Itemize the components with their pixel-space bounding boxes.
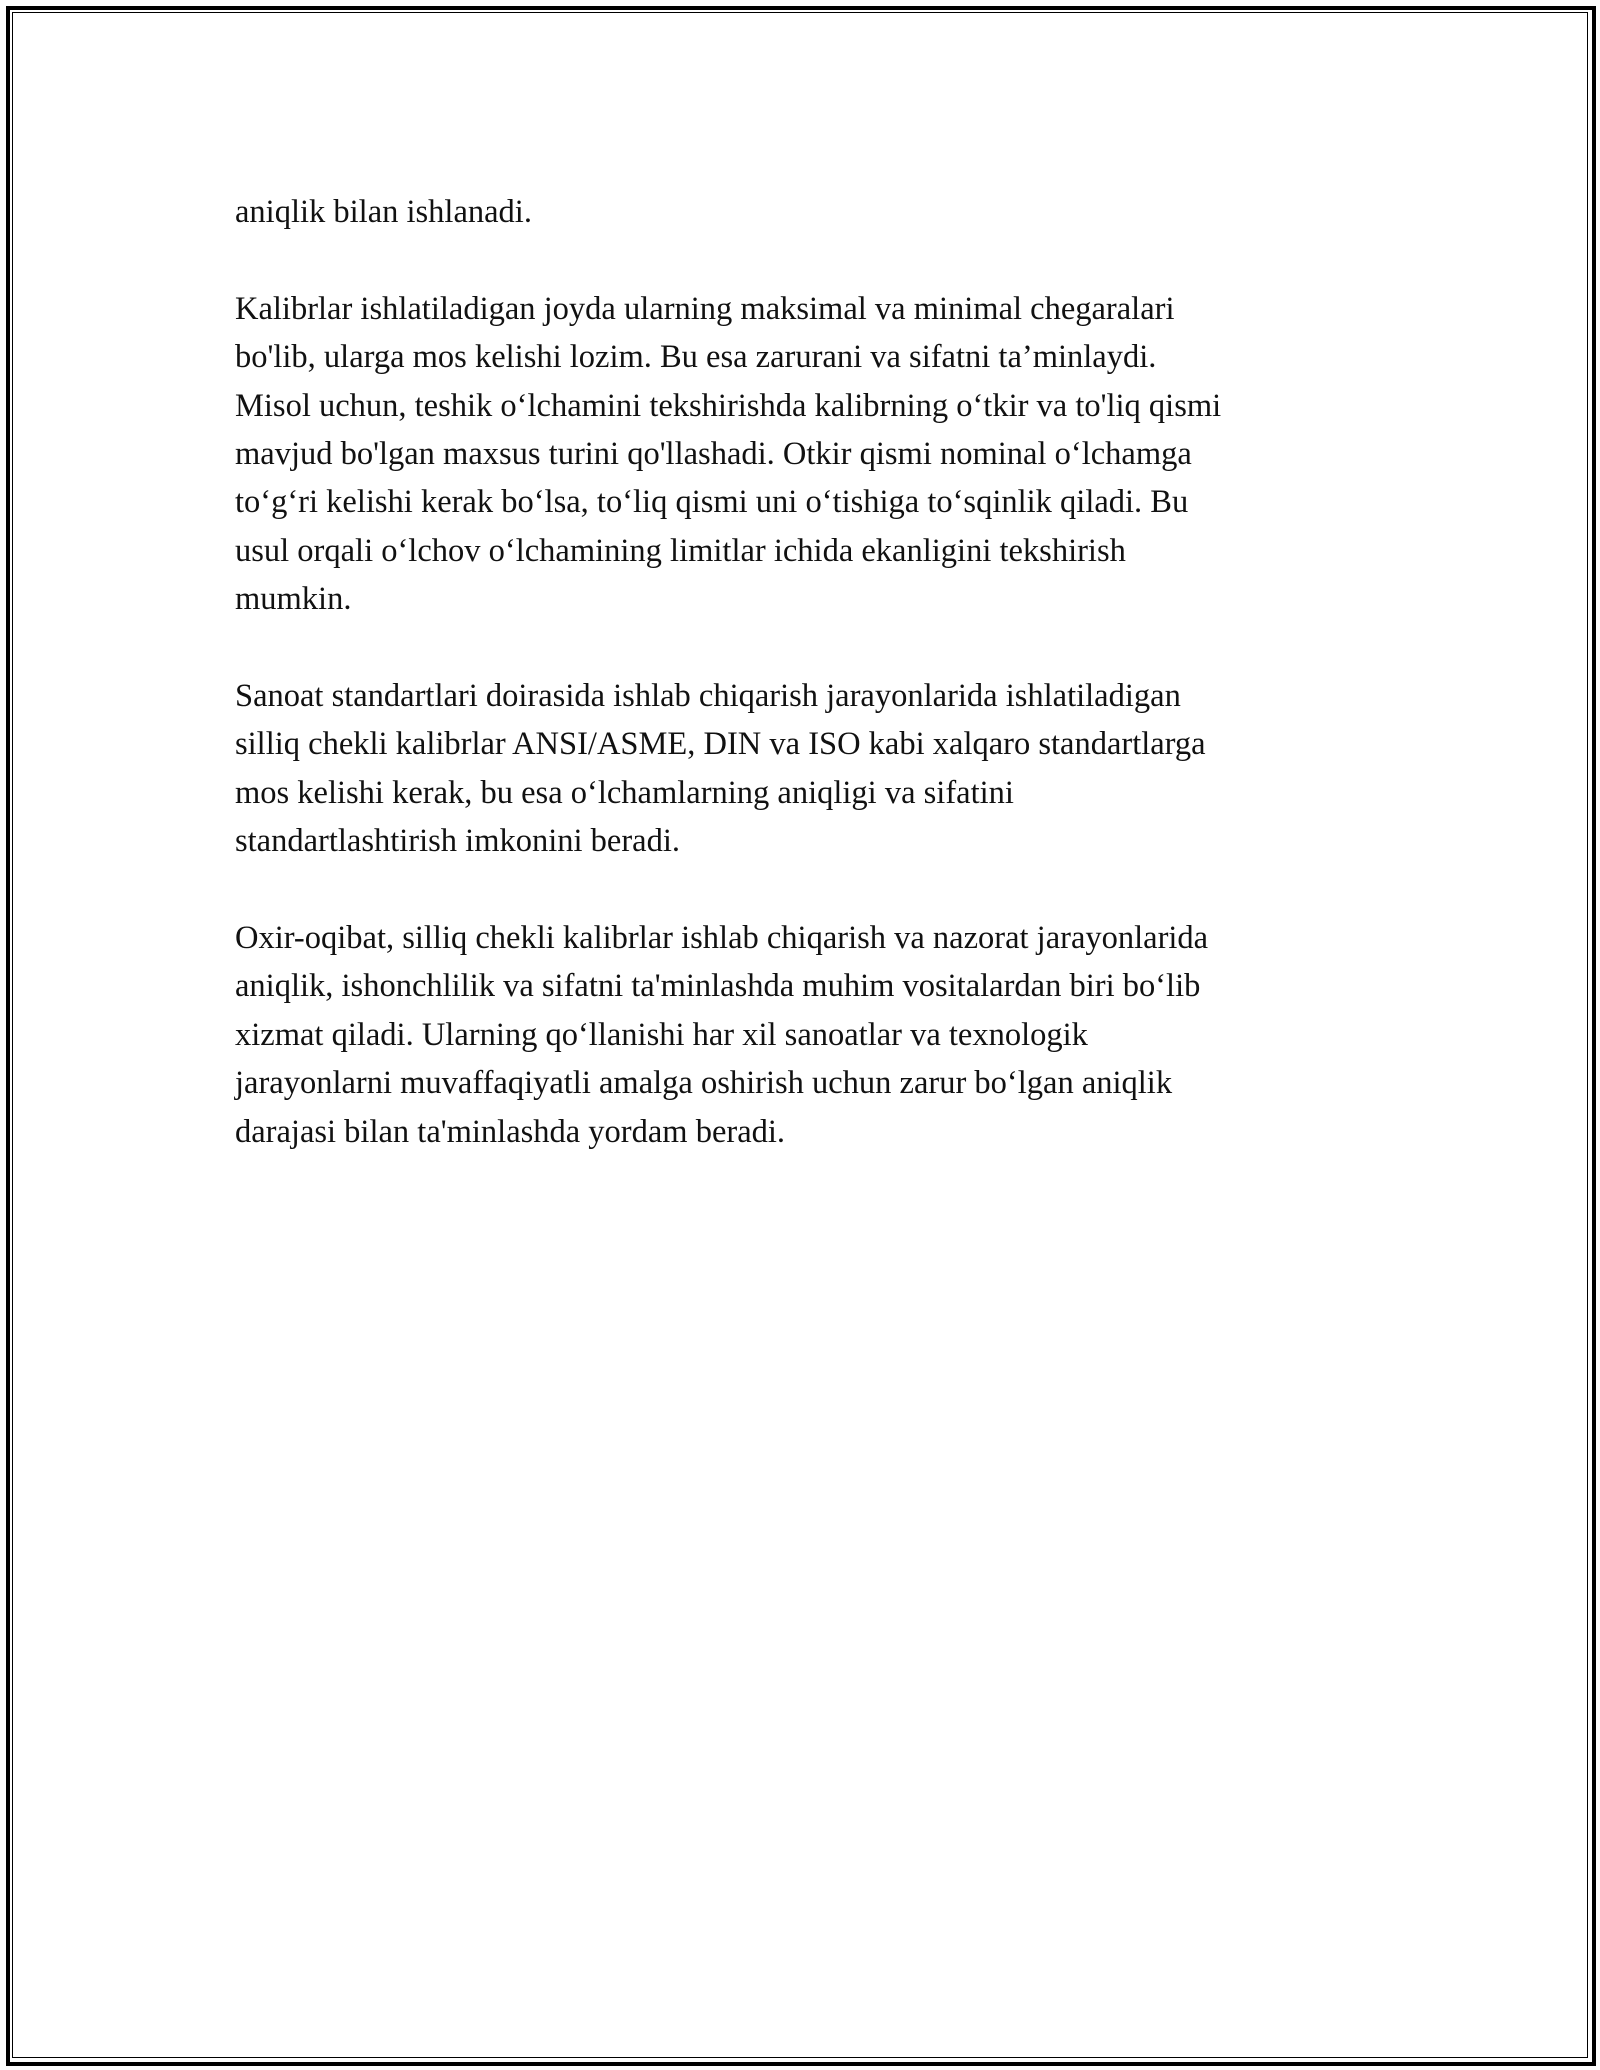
paragraph: aniqlik bilan ishlanadi. xyxy=(235,194,532,230)
paragraph: Oxir-oqibat, silliq chekli kalibrlar ishlab chiqarish va nazorat jarayonlarida aniqlik, ishonchlilik va sifatni ta'minlashda muhim vositalardan biri boʻlib xizmat qiladi. Ularning qoʻllanishi har xil sanoatlar va texnologik jarayonlarni muvaffaqiyatli amalga oshirish uchun zarur boʻlgan aniqlik darajasi bilan ta'minlashda yordam beradi. xyxy=(235,920,1209,1150)
paragraph: Kalibrlar ishlatiladigan joyda ularning maksimal va minimal chegaralari bo'lib, ularga mos kelishi lozim. Bu esa zarurani va sifatni ta’minlaydi. Misol uchun, teshik oʻlchamini tekshirishda kalibrning oʻtkir va to'liq qismi mavjud bo'lgan maxsus turini qo'llashadi. Otkir qismi nominal oʻlchamga toʻgʻri kelishi kerak boʻlsa, toʻliq qismi uni oʻtishiga toʻsqinlik qiladi. Bu usul orqali oʻlchov oʻlchamining limitlar ichida ekanligini tekshirish mumkin. xyxy=(235,290,1222,618)
document-body xyxy=(235,188,1365,1204)
paragraph: Sanoat standartlari doirasida ishlab chiqarish jarayonlarida ishlatiladigan silliq chekli kalibrlar ANSI/ASME, DIN va ISO kabi xalqaro standartlarga mos kelishi kerak, bu esa oʻlchamlarning aniqligi va sifatini standartlashtirish imkonini beradi. xyxy=(235,678,1206,860)
